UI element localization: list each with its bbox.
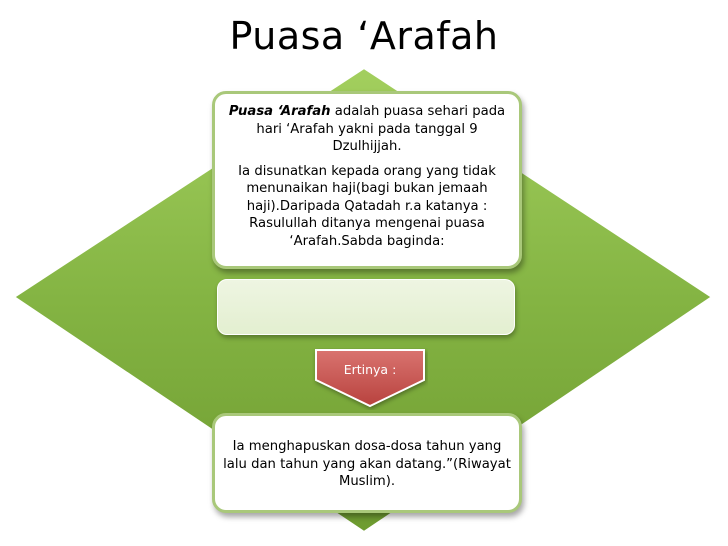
hadith-arabic-box	[217, 279, 515, 335]
down-arrow-icon	[316, 350, 424, 406]
definition-text: adalah puasa sehari pada hari ‘Arafah yakni pada tanggal 9 Dzulhijjah.	[256, 104, 506, 154]
definition-box	[212, 91, 522, 269]
translation-box: Ia menghapuskan dosa-dosa tahun yang lalu dan tahun yang akan datang.”(Riwayat Muslim).	[212, 413, 522, 513]
down-arrow-shape	[312, 348, 428, 410]
definition-term: Puasa ‘Arafah	[228, 104, 331, 119]
definition-line	[223, 103, 511, 156]
arrow-label: Ertinya :	[343, 362, 397, 377]
hadith-intro-text: Ia disunatkan kepada orang yang tidak menunaikan haji(bagi bukan jemaah haji).Daripada Qatadah r.a katanya : Rasulullah ditanya mengenai puasa ‘Arafah.Sabda baginda:	[238, 163, 496, 249]
slide-title: Puasa ‘Arafah	[229, 14, 499, 58]
